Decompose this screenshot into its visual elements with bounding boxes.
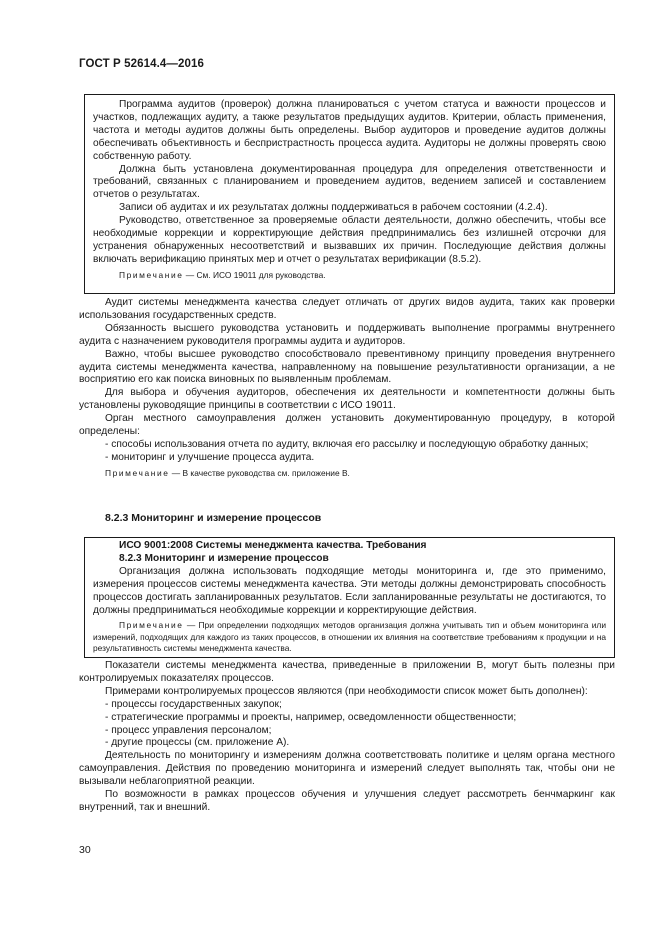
body-note: [79, 468, 615, 479]
list-item: - стратегические программы и проекты, например, осведомленности общественности;: [105, 711, 517, 723]
body-paragraph: Для выбора и обучения аудиторов, обеспечения их деятельности и компетентности должны быть установлены руководящие принципы в соответствии с ИСО 19011.: [79, 387, 615, 412]
body-paragraph: Важно, чтобы высшее руководство способствовало превентивному принципу проведения внутреннего аудита системы менеджмента качества, направленному на повышение результативности организации, а не восприятию его как поиска виновных по выявленным проблемам.: [79, 348, 615, 386]
box-note: [93, 620, 606, 654]
body-paragraph: Обязанность высшего руководства установить и поддерживать выполнение программы внутреннего аудита с назначением руководителя программы аудита и аудиторов.: [79, 322, 615, 347]
list-item: - другие процессы (см. приложение А).: [105, 737, 290, 749]
list-item: - процесс управления персоналом;: [105, 724, 272, 736]
note-text: — См. ИСО 19011 для руководства.: [183, 269, 326, 280]
box-paragraph: Программа аудитов (проверок) должна планироваться с учетом статуса и важности процессов и участков, подлежащих аудиту, а также результатов предыдущих аудитов. Критерии, область применения, частота и методы аудитов должны быть определены. Выбор аудиторов и проведение аудитов должны обеспечивать объективность и беспристрастность процесса аудита. Аудиторы не должны проверять свою собственную работу.: [93, 99, 606, 162]
body-text-block: [79, 660, 615, 815]
box-subheading: 8.2.3 Мониторинг и измерение процессов: [119, 552, 329, 564]
note-label: Примечание: [105, 467, 170, 478]
box-paragraph: Записи об аудитах и их результатах должны поддерживаться в рабочем состоянии (4.2.4).: [119, 202, 548, 214]
body-text-block: [79, 297, 615, 479]
box-paragraph: Должна быть установлена документированная процедура для определения ответственности и требований, связанных с планированием и проведением аудитов, ведением записей и составлением отчетов о результатах.: [93, 163, 606, 201]
section-heading: 8.2.3 Мониторинг и измерение процессов: [105, 512, 322, 524]
box-paragraph: Организация должна использовать подходящие методы мониторинга и, где это применимо, измерения процессов системы менеджмента качества. Эти методы должны демонстрировать способность процессов достигать запланированных результатов. Если запланированные результаты не достигаются, то должны предприниматься необходимые коррекции и корректирующие действия.: [93, 565, 606, 616]
body-paragraph: Примерами контролируемых процессов являются (при необходимости список может быть дополнен):: [105, 685, 588, 697]
body-paragraph: По возможности в рамках процессов обучения и улучшения следует рассмотреть бенчмаркинг как внутренний, так и внешний.: [79, 789, 615, 813]
list-item: - мониторинг и улучшение процесса аудита.: [105, 451, 315, 463]
box-heading: ИСО 9001:2008 Системы менеджмента качества. Требования: [119, 540, 427, 551]
iso-requirements-box: [84, 537, 615, 658]
body-paragraph: Аудит системы менеджмента качества следует отличать от других видов аудита, таких как проверки использования государственных средств.: [79, 297, 615, 321]
quoted-requirements-box: [84, 94, 615, 294]
box-note: [93, 270, 606, 281]
document-header: ГОСТ Р 52614.4—2016: [79, 58, 204, 70]
body-paragraph: Деятельность по мониторингу и измерениям должна соответствовать политике и целям органа местного самоуправления. Действия по проведению мониторинга и измерений следует выполнять так, чтобы они не вызывали неблагоприятной реакции.: [79, 750, 615, 788]
note-label: Примечание: [119, 269, 184, 280]
body-paragraph: Орган местного самоуправления должен установить документированную процедуру, в которой определены:: [79, 413, 615, 438]
list-item: - способы использования отчета по аудиту, включая его рассылку и последующую обработку данных;: [105, 438, 589, 450]
note-text: — При определении подходящих методов организация должна учитывать тип и объем мониторинга или измерений, подходящих для каждого из таких процессов, в отношении их влияния на соответствие требованиям к продукции и на результативность системы менеджмента качества.: [93, 620, 606, 653]
page-number: 30: [79, 844, 91, 856]
body-paragraph: Показатели системы менеджмента качества, приведенные в приложении В, могут быть полезны при контролируемых показателях процессов.: [79, 660, 615, 684]
note-text: — В качестве руководства см. приложение В.: [169, 467, 350, 478]
box-paragraph: Руководство, ответственное за проверяемые области деятельности, должно обеспечить, чтобы все необходимые коррекции и корректирующие действия предпринимались без излишней отсрочки для устранения обнаруженных несоответствий и вызвавших их причин. Последующие действия должны включать верификацию принятых мер и отчет о результатах верификации (8.5.2).: [93, 215, 606, 265]
note-label: Примечание: [119, 620, 184, 631]
list-item: - процессы государственных закупок;: [105, 698, 282, 710]
